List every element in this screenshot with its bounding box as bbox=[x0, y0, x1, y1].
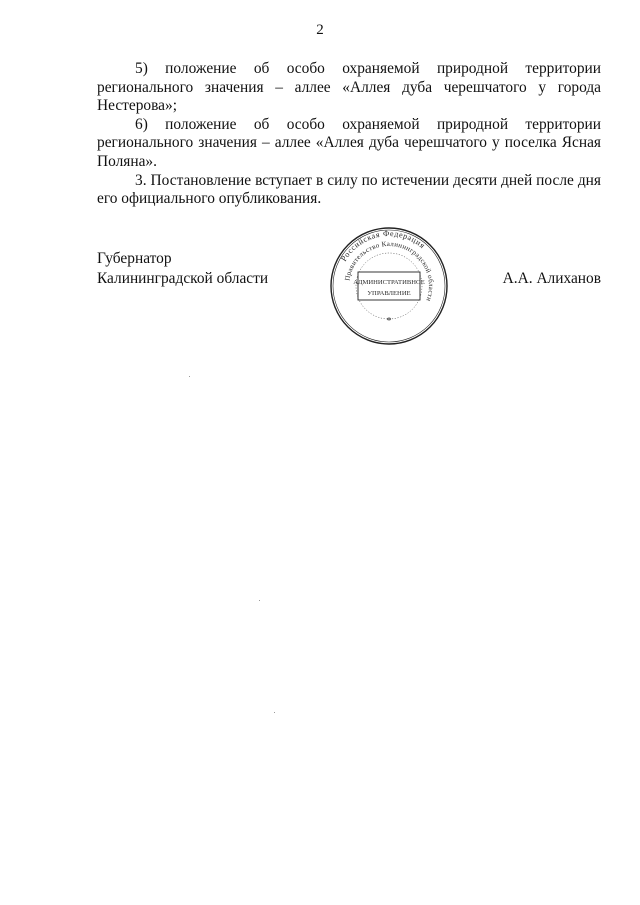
seal-center-line1: АДМИНИСТРАТИВНОЕ bbox=[353, 279, 425, 286]
scan-speck bbox=[259, 600, 260, 601]
scan-speck bbox=[274, 712, 275, 713]
paragraph-point-3: 3. Постановление вступает в силу по истечении десяти дней после дня его официального опубликования. bbox=[97, 171, 601, 208]
document-body bbox=[97, 60, 601, 209]
seal-star: * bbox=[386, 316, 392, 327]
paragraph-item-5: 5) положение об особо охраняемой природной территории регионального значения – аллее «Аллея дуба черешчатого у города Нестерова»; bbox=[97, 60, 601, 115]
seal-center-line2: УПРАВЛЕНИЕ bbox=[367, 290, 411, 297]
official-seal bbox=[329, 226, 449, 346]
scan-speck bbox=[189, 376, 190, 377]
seal-inner-text: Правительство Калининградской области bbox=[343, 239, 436, 303]
paragraph-item-6: 6) положение об особо охраняемой природной территории регионального значения – аллее «Аллея дуба черешчатого у поселка Ясная Поляна». bbox=[97, 115, 601, 170]
signer-position: Губернатор bbox=[97, 250, 172, 267]
signer-region: Калининградской области bbox=[97, 270, 269, 287]
seal-outer-text: Российская Федерация bbox=[339, 228, 427, 263]
signature-block bbox=[97, 228, 601, 359]
signer-name: А.А. Алиханов bbox=[502, 270, 601, 287]
signer-title bbox=[97, 249, 268, 289]
page-number: 2 bbox=[316, 22, 324, 38]
